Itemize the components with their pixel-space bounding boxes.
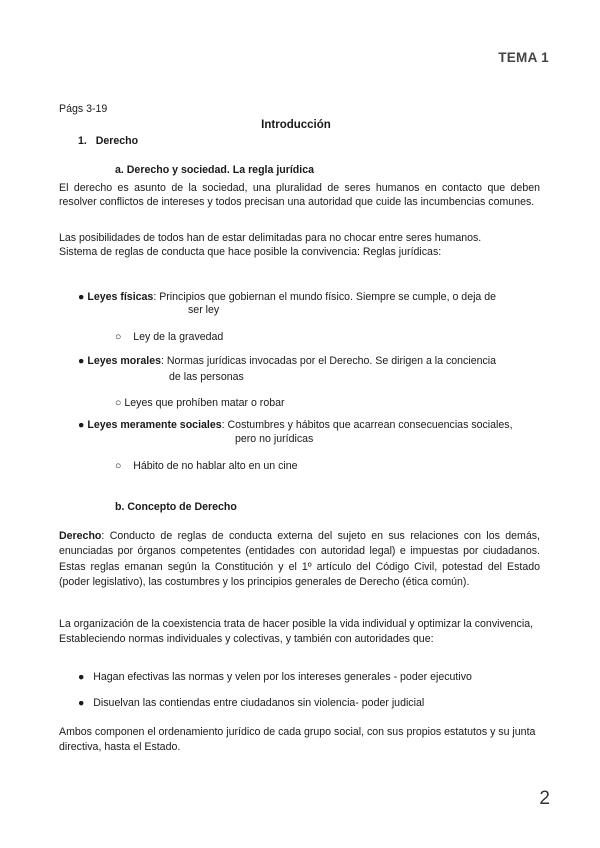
definition-term: Derecho xyxy=(59,530,102,542)
section-1-heading xyxy=(78,135,138,147)
bullet-term: Leyes meramente sociales xyxy=(87,419,222,431)
bullet-term: Leyes físicas xyxy=(87,291,154,303)
circle-bullet-icon: ○ xyxy=(115,397,122,409)
derecho-definition xyxy=(59,529,540,590)
page-number: 2 xyxy=(539,788,550,809)
bullet-desc: : Principios que gobiernan el mundo físico. Siempre se cumple, o deja de xyxy=(153,291,497,303)
bullet-term: Leyes morales xyxy=(87,355,161,367)
bullet-dot-icon: ● xyxy=(78,697,85,709)
pages-reference: Págs 3-19 xyxy=(59,103,108,115)
bullet-poder-judicial xyxy=(78,697,424,710)
page-title-text: Introducción xyxy=(261,119,331,131)
page-title xyxy=(0,119,600,131)
sub-bullet-text: Leyes que prohíben matar o robar xyxy=(124,397,285,409)
bullet-desc-continuation: de las personas xyxy=(169,371,244,383)
sub-bullet-text: Ley de la gravedad xyxy=(133,331,224,343)
paragraph-2-line-1: Las posibilidades de todos han de estar delimitadas para no chocar entre seres humanos. xyxy=(59,232,482,244)
bullet-dot-icon: ● xyxy=(78,671,85,683)
bullet-poder-ejecutivo xyxy=(78,671,472,684)
bullet-leyes-morales xyxy=(78,355,496,368)
section-1-number: 1. xyxy=(78,135,87,147)
subsection-b-paragraph-2: La organización de la coexistencia trata de hacer posible la vida individual y optimizar la convivencia, Estableciendo normas individuales y colectivas, y también con autoridades que: xyxy=(59,618,534,646)
sub-bullet-matar xyxy=(115,397,285,410)
section-1-title: Derecho xyxy=(95,135,139,147)
bullet-leyes-sociales xyxy=(78,419,513,432)
sub-bullet-cine xyxy=(115,460,298,473)
bullet-dot-icon: ● xyxy=(78,419,85,431)
sub-bullet-text: Hábito de no hablar alto en un cine xyxy=(133,460,298,472)
bullet-text: Disuelvan las contiendas entre ciudadanos sin violencia- poder judicial xyxy=(93,697,425,709)
subsection-a-heading: a. Derecho y sociedad. La regla jurídica xyxy=(115,164,315,176)
tema-label: TEMA 1 xyxy=(498,50,549,65)
bullet-desc-continuation: ser ley xyxy=(188,304,220,316)
bullet-dot-icon: ● xyxy=(78,291,85,303)
subsection-b-heading: b. Concepto de Derecho xyxy=(115,501,237,513)
paragraph-2-line-2: Sistema de reglas de conducta que hace posible la convivencia: Reglas jurídicas: xyxy=(59,246,442,259)
circle-bullet-icon: ○ xyxy=(115,460,122,472)
bullet-desc: : Costumbres y hábitos que acarrean consecuencias sociales, xyxy=(221,419,513,431)
bullet-leyes-fisicas xyxy=(78,291,496,304)
sub-bullet-gravedad xyxy=(115,331,223,344)
subsection-a-paragraph-1: El derecho es asunto de la sociedad, una pluralidad de seres humanos en contacto que deben resolver conflictos de intereses y todos precisan una autoridad que cuide las incumbencias comunes. xyxy=(59,182,540,209)
bullet-text: Hagan efectivas las normas y velen por los intereses generales - poder ejecutivo xyxy=(93,671,472,683)
bullet-desc: : Normas jurídicas invocadas por el Derecho. Se dirigen a la conciencia xyxy=(160,355,497,367)
definition-text: : Conducto de reglas de conducta externa del sujeto en sus relaciones con los demás, enunciadas por órganos competentes (entidades con autoridad legal) e impuestas por ciudadanos. Estas reglas emanan según la Constitución y el 1º artículo del Código Civil, potestad del Estado (poder legislativo), las costumbres y los principios generales de Derecho (ética común). xyxy=(59,530,540,588)
subsection-a-paragraph-2 xyxy=(59,231,540,259)
subsection-b-paragraph-3: Ambos componen el ordenamiento jurídico de cada grupo social, con sus propios estatutos y su junta directiva, hasta el Estado. xyxy=(59,726,536,754)
bullet-dot-icon: ● xyxy=(78,355,85,367)
bullet-desc-continuation: pero no jurídicas xyxy=(235,433,314,445)
circle-bullet-icon: ○ xyxy=(115,331,122,343)
